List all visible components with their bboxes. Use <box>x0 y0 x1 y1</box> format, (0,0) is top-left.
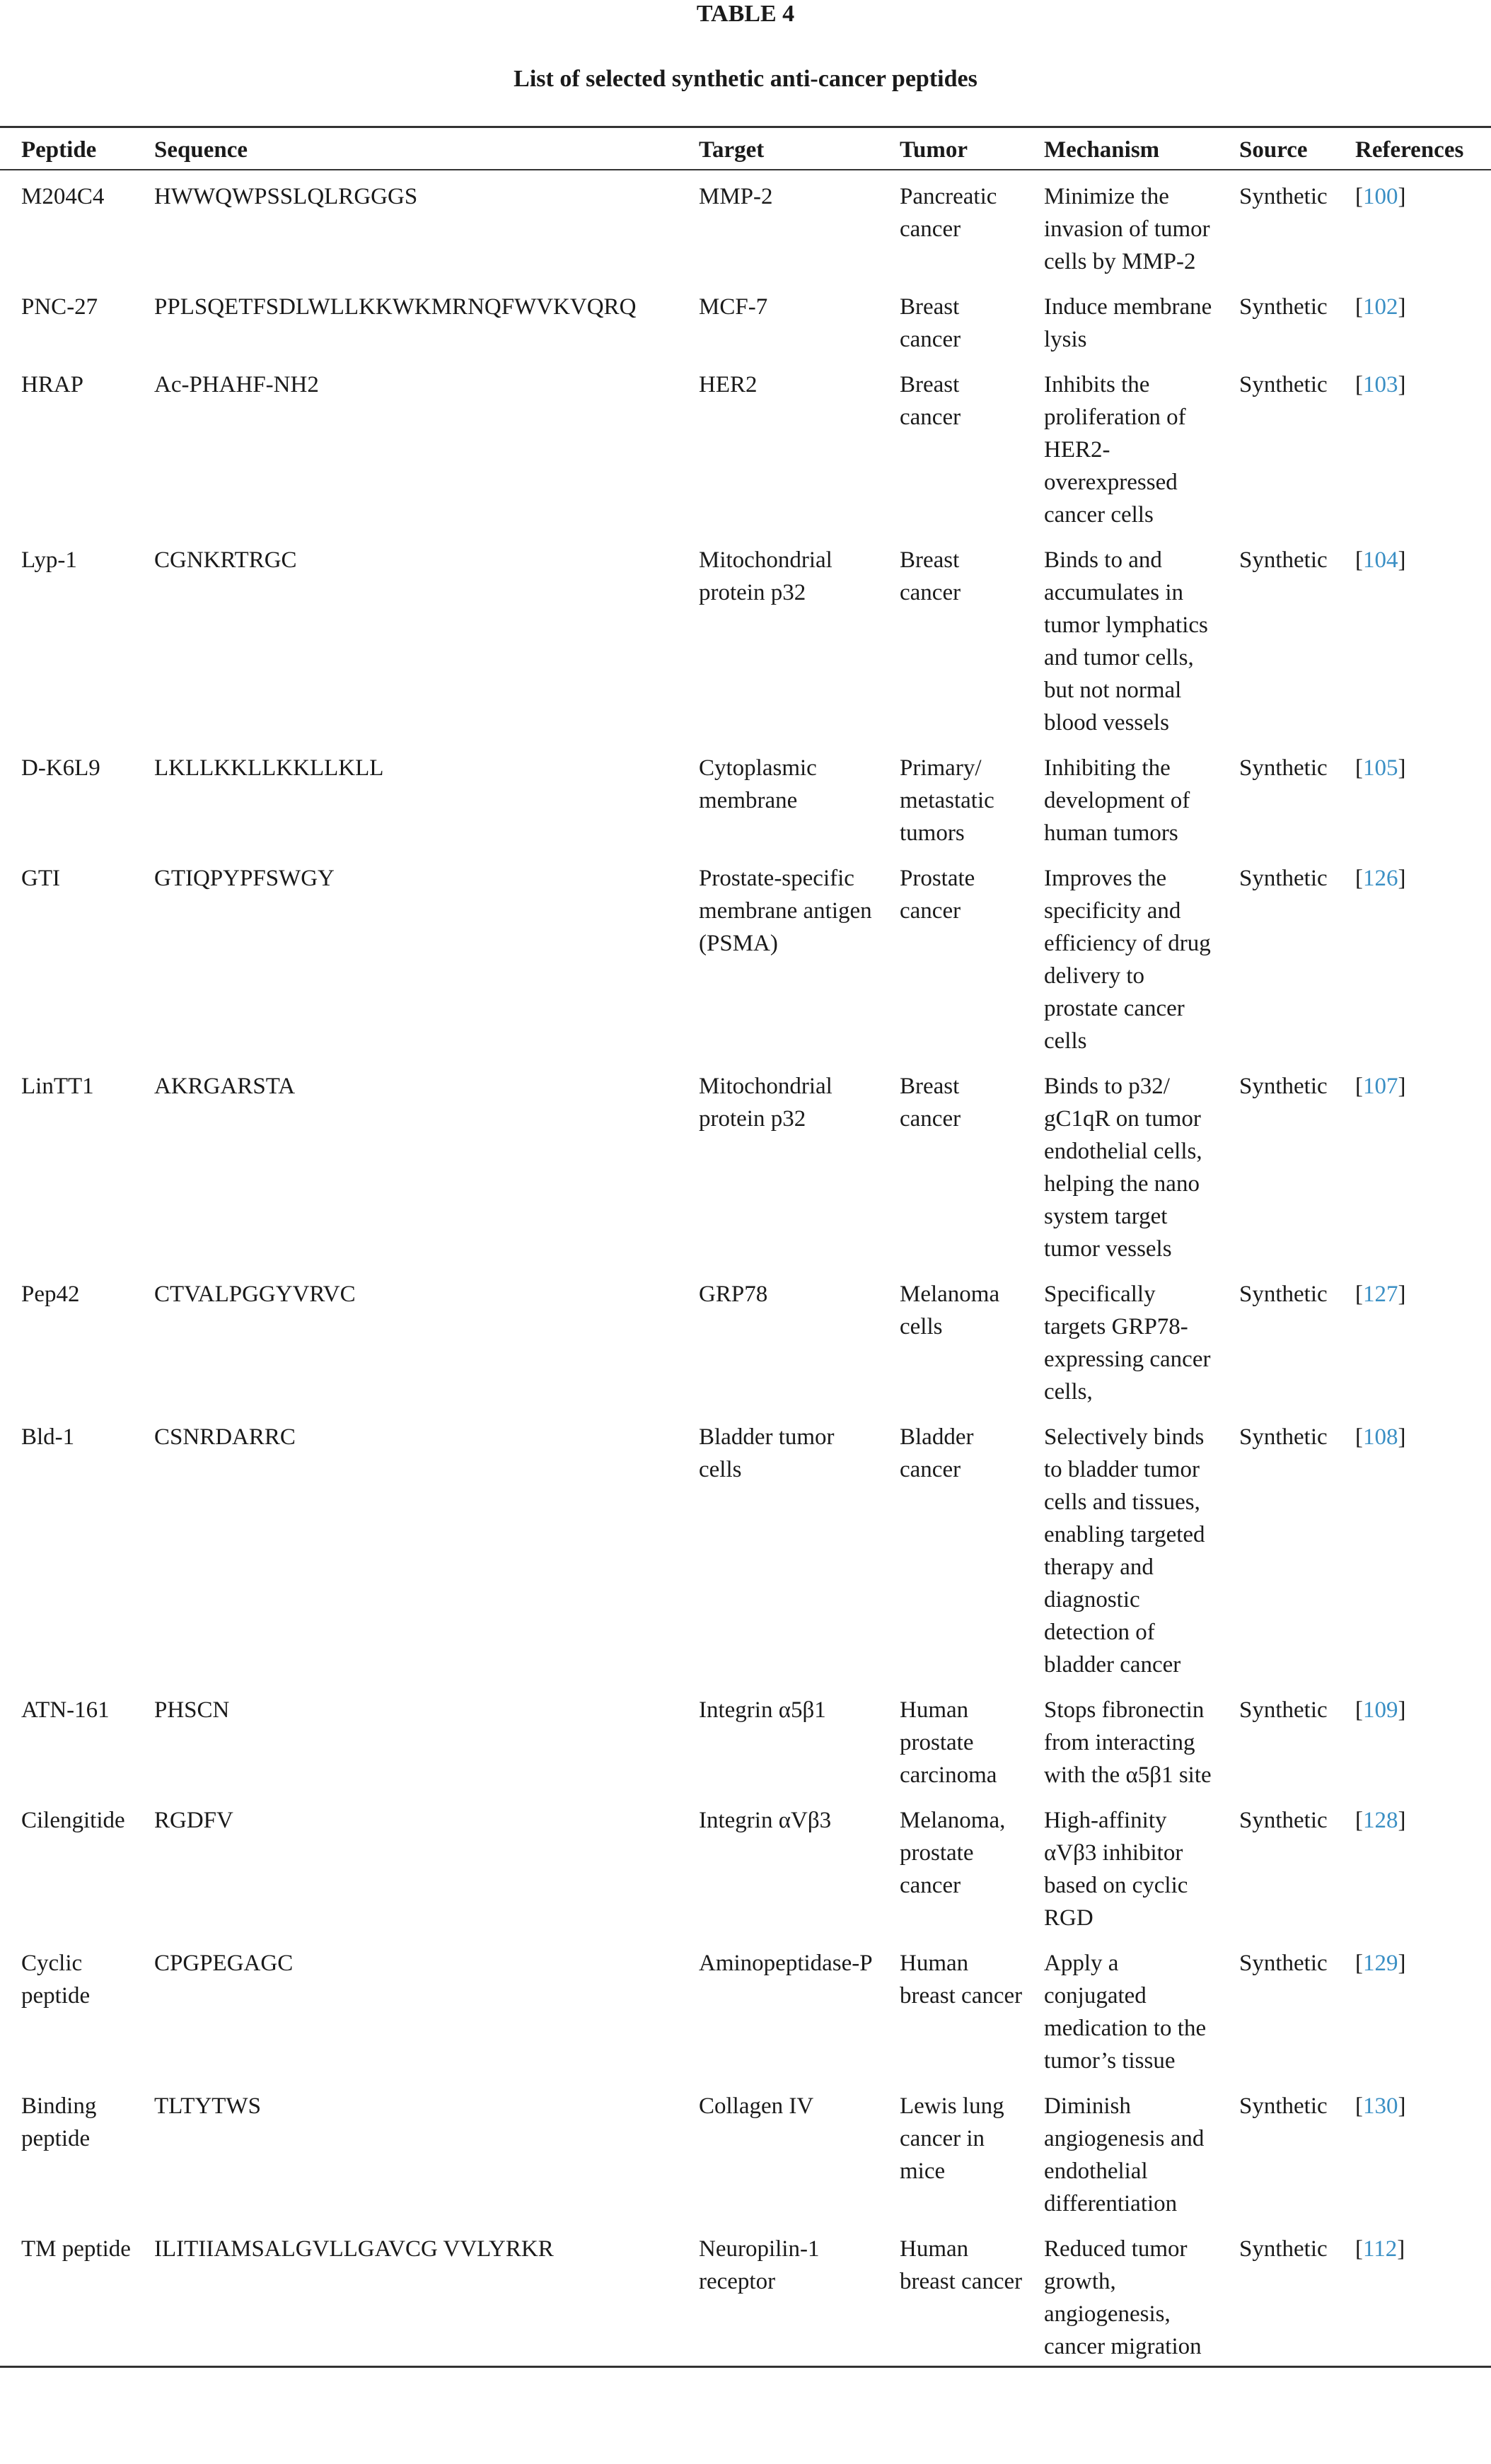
cell-sequence: GTIQPYPFSWGY <box>154 866 335 891</box>
cell-sequence: CPGPEGAGC <box>154 1951 294 1976</box>
cell-reference <box>1334 1060 1491 1268</box>
cell-source: Synthetic <box>1239 1282 1328 1307</box>
cell-sequence: ILITIIAMSALGVLLGAVCG VVLYRKR <box>154 2236 554 2262</box>
cell-target: Aminopeptidase-P <box>699 1951 873 1976</box>
column-header-mechanism: Mechanism <box>1044 137 1160 163</box>
reference-bracket-open: [ <box>1355 1951 1363 1976</box>
cell-target: MCF-7 <box>699 294 768 320</box>
cell-sequence: LKLLKKLLKKLLKLL <box>154 755 384 781</box>
column-header-tumor: Tumor <box>900 137 968 163</box>
cell-reference <box>1334 2223 1491 2367</box>
reference-bracket-open: [ <box>1355 294 1363 320</box>
cell-peptide: Cyclic peptide <box>21 1951 91 2009</box>
table-row <box>0 1684 1491 1794</box>
reference-bracket-close: ] <box>1398 1282 1406 1307</box>
reference-bracket-close: ] <box>1398 866 1406 891</box>
cell-tumor: Breast cancer <box>900 547 961 605</box>
cell-mechanism: Selectively binds to bladder tumor cells and tissues, enabling targeted therapy and diagnostic detection of bladder cancer <box>1044 1424 1205 1678</box>
reference-link[interactable]: 108 <box>1363 1424 1398 1450</box>
reference-bracket-close: ] <box>1398 372 1406 397</box>
cell-tumor: Breast cancer <box>900 294 961 352</box>
cell-reference <box>1334 1268 1491 1411</box>
cell-tumor: Melanoma cells <box>900 1282 1000 1339</box>
reference-link[interactable]: 100 <box>1363 184 1398 209</box>
cell-peptide: Lyp-1 <box>21 547 77 573</box>
table-row <box>0 170 1491 281</box>
reference-link[interactable]: 102 <box>1363 294 1398 320</box>
reference-link[interactable]: 107 <box>1363 1074 1398 1099</box>
cell-mechanism: Stops fibronectin from interacting with the α5β1 site <box>1044 1697 1212 1788</box>
cell-target: MMP-2 <box>699 184 773 209</box>
cell-reference <box>1334 2080 1491 2223</box>
reference-bracket-close: ] <box>1397 2236 1405 2262</box>
column-header-peptide: Peptide <box>21 137 97 163</box>
reference-bracket-close: ] <box>1398 184 1406 209</box>
cell-target: Bladder tumor cells <box>699 1424 835 1482</box>
reference-bracket-close: ] <box>1398 1074 1406 1099</box>
cell-tumor: Breast cancer <box>900 1074 961 1132</box>
cell-reference <box>1334 1684 1491 1794</box>
cell-sequence: AKRGARSTA <box>154 1074 296 1099</box>
cell-tumor: Human prostate carcinoma <box>900 1697 997 1788</box>
reference-bracket-close: ] <box>1398 1697 1406 1723</box>
cell-peptide: D-K6L9 <box>21 755 100 781</box>
cell-tumor: Melanoma, prostate cancer <box>900 1808 1006 1898</box>
table-label: TABLE 4 <box>696 1 795 27</box>
reference-bracket-open: [ <box>1355 1282 1363 1307</box>
reference-bracket-open: [ <box>1355 755 1363 781</box>
cell-sequence: RGDFV <box>154 1808 233 1833</box>
cell-source: Synthetic <box>1239 372 1328 397</box>
cell-tumor: Breast cancer <box>900 372 961 430</box>
cell-source: Synthetic <box>1239 755 1328 781</box>
cell-target: Mitochondrial protein p32 <box>699 547 832 605</box>
table-title: List of selected synthetic anti-cancer peptides <box>514 66 977 92</box>
table-row <box>0 359 1491 534</box>
cell-tumor: Human breast cancer <box>900 2236 1023 2294</box>
cell-tumor: Lewis lung cancer in mice <box>900 2093 1004 2184</box>
cell-peptide: Pep42 <box>21 1282 80 1307</box>
reference-bracket-open: [ <box>1355 866 1363 891</box>
cell-mechanism: Diminish angiogenesis and endothelial differentiation <box>1044 2093 1205 2216</box>
reference-link[interactable]: 103 <box>1363 372 1398 397</box>
reference-bracket-close: ] <box>1398 1424 1406 1450</box>
table-row <box>0 1937 1491 2080</box>
cell-target: Integrin αVβ3 <box>699 1808 832 1833</box>
reference-bracket-close: ] <box>1398 755 1406 781</box>
reference-bracket-open: [ <box>1355 1808 1363 1833</box>
cell-peptide: LinTT1 <box>21 1074 94 1099</box>
cell-source: Synthetic <box>1239 1697 1328 1723</box>
cell-mechanism: Inhibiting the development of human tumors <box>1044 755 1190 846</box>
cell-peptide: Binding peptide <box>21 2093 97 2151</box>
cell-peptide: Bld-1 <box>21 1424 75 1450</box>
reference-bracket-open: [ <box>1355 1697 1363 1723</box>
reference-link[interactable]: 127 <box>1363 1282 1398 1307</box>
reference-bracket-open: [ <box>1355 372 1363 397</box>
reference-bracket-open: [ <box>1355 1074 1363 1099</box>
cell-mechanism: Minimize the invasion of tumor cells by MMP-2 <box>1044 184 1210 274</box>
cell-sequence: CSNRDARRC <box>154 1424 296 1450</box>
cell-sequence: Ac-PHAHF-NH2 <box>154 372 319 397</box>
cell-mechanism: Binds to and accumulates in tumor lymphatics and tumor cells, but not normal blood vessels <box>1044 547 1208 736</box>
table-row <box>0 1794 1491 1937</box>
cell-target: Collagen IV <box>699 2093 814 2119</box>
reference-link[interactable]: 126 <box>1363 866 1398 891</box>
reference-bracket-close: ] <box>1398 1951 1406 1976</box>
cell-sequence: TLTYTWS <box>154 2093 261 2119</box>
reference-bracket-open: [ <box>1355 1424 1363 1450</box>
cell-target: Neuropilin-1 receptor <box>699 2236 820 2294</box>
column-header-sequence: Sequence <box>154 137 248 163</box>
table-row <box>0 534 1491 742</box>
cell-source: Synthetic <box>1239 2093 1328 2119</box>
reference-link[interactable]: 105 <box>1363 755 1398 781</box>
cell-peptide: GTI <box>21 866 60 891</box>
cell-tumor: Human breast cancer <box>900 1951 1023 2009</box>
cell-mechanism: Binds to p32/ gC1qR on tumor endothelial cells, helping the nano system target tumor vessels <box>1044 1074 1202 1262</box>
cell-reference <box>1334 281 1491 359</box>
cell-sequence: PPLSQETFSDLWLLKKWKMRNQFWVKVQRQ <box>154 294 637 320</box>
cell-reference <box>1334 1411 1491 1684</box>
cell-reference <box>1334 1794 1491 1937</box>
cell-reference <box>1334 742 1491 852</box>
cell-tumor: Primary/ metastatic tumors <box>900 755 994 846</box>
cell-source: Synthetic <box>1239 1074 1328 1099</box>
cell-peptide: ATN-161 <box>21 1697 110 1723</box>
cell-target: GRP78 <box>699 1282 768 1307</box>
table-row <box>0 742 1491 852</box>
cell-peptide: HRAP <box>21 372 84 397</box>
table-row <box>0 852 1491 1060</box>
cell-target: Mitochondrial protein p32 <box>699 1074 832 1132</box>
cell-source: Synthetic <box>1239 1808 1328 1833</box>
column-header-source: Source <box>1239 137 1308 163</box>
cell-mechanism: Inhibits the proliferation of HER2-overexpressed cancer cells <box>1044 372 1186 528</box>
cell-sequence: PHSCN <box>154 1697 230 1723</box>
cell-reference <box>1334 170 1491 281</box>
cell-sequence: CGNKRTRGC <box>154 547 297 573</box>
cell-mechanism: High-affinity αVβ3 inhibitor based on cyclic RGD <box>1044 1808 1188 1931</box>
reference-link[interactable]: 130 <box>1363 2093 1398 2119</box>
cell-mechanism: Induce membrane lysis <box>1044 294 1212 352</box>
table-row <box>0 281 1491 359</box>
cell-source: Synthetic <box>1239 1951 1328 1976</box>
reference-link[interactable]: 104 <box>1363 547 1398 573</box>
cell-source: Synthetic <box>1239 184 1328 209</box>
cell-source: Synthetic <box>1239 1424 1328 1450</box>
cell-target: HER2 <box>699 372 758 397</box>
reference-bracket-close: ] <box>1398 1808 1406 1833</box>
cell-source: Synthetic <box>1239 866 1328 891</box>
cell-mechanism: Improves the specificity and efficiency of drug delivery to prostate cancer cells <box>1044 866 1211 1054</box>
cell-reference <box>1334 359 1491 534</box>
column-header-references: References <box>1355 137 1464 163</box>
cell-mechanism: Specifically targets GRP78-expressing cancer cells, <box>1044 1282 1211 1405</box>
table-row <box>0 2080 1491 2223</box>
cell-mechanism: Apply a conjugated medication to the tumor’s tissue <box>1044 1951 1207 2074</box>
cell-sequence: HWWQWPSSLQLRGGGS <box>154 184 418 209</box>
reference-bracket-open: [ <box>1355 2093 1363 2119</box>
cell-peptide: PNC-27 <box>21 294 98 320</box>
cell-tumor: Bladder cancer <box>900 1424 974 1482</box>
table-header-row <box>0 127 1491 170</box>
cell-tumor: Prostate cancer <box>900 866 975 924</box>
cell-target: Prostate-specific membrane antigen (PSMA) <box>699 866 872 956</box>
column-header-target: Target <box>699 137 765 163</box>
cell-source: Synthetic <box>1239 2236 1328 2262</box>
table-row <box>0 1411 1491 1684</box>
reference-bracket-open: [ <box>1355 2236 1363 2262</box>
cell-peptide: Cilengitide <box>21 1808 125 1833</box>
reference-link[interactable]: 129 <box>1363 1951 1398 1976</box>
cell-source: Synthetic <box>1239 547 1328 573</box>
reference-bracket-close: ] <box>1398 2093 1406 2119</box>
reference-bracket-close: ] <box>1398 294 1406 320</box>
cell-reference <box>1334 534 1491 742</box>
reference-bracket-close: ] <box>1398 547 1406 573</box>
cell-target: Integrin α5β1 <box>699 1697 826 1723</box>
reference-link[interactable]: 109 <box>1363 1697 1398 1723</box>
table-row <box>0 1060 1491 1268</box>
table-row <box>0 1268 1491 1411</box>
cell-mechanism: Reduced tumor growth, angiogenesis, cancer migration <box>1044 2236 1202 2359</box>
cell-source: Synthetic <box>1239 294 1328 320</box>
peptide-table <box>0 126 1491 2368</box>
cell-peptide: TM peptide <box>21 2236 131 2262</box>
table-row <box>0 2223 1491 2367</box>
cell-target: Cytoplasmic membrane <box>699 755 817 813</box>
cell-tumor: Pancreatic cancer <box>900 184 997 242</box>
cell-peptide: M204C4 <box>21 184 105 209</box>
reference-link[interactable]: 128 <box>1363 1808 1398 1833</box>
cell-sequence: CTVALPGGYVRVC <box>154 1282 356 1307</box>
reference-link[interactable]: 112 <box>1363 2236 1398 2262</box>
reference-bracket-open: [ <box>1355 184 1363 209</box>
cell-reference <box>1334 852 1491 1060</box>
reference-bracket-open: [ <box>1355 547 1363 573</box>
cell-reference <box>1334 1937 1491 2080</box>
